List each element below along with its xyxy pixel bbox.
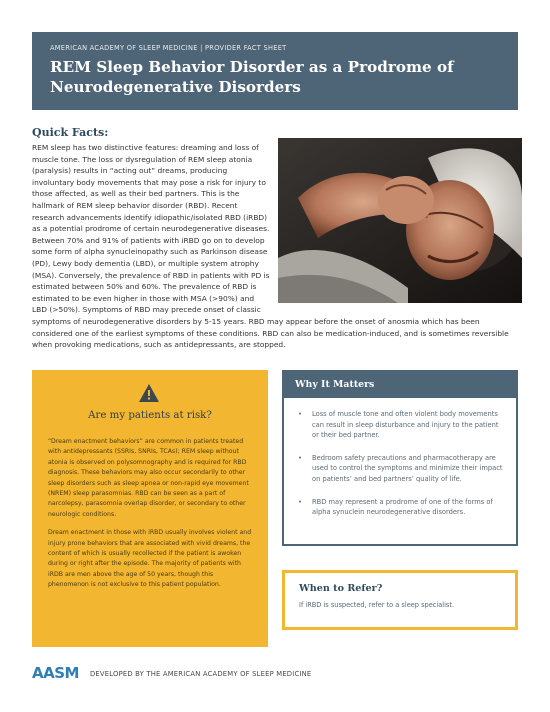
sleeping-man-photo-graphic bbox=[278, 138, 522, 303]
bullet-icon: • bbox=[298, 497, 302, 506]
header-org-line: AMERICAN ACADEMY OF SLEEP MEDICINE | PROVIDER FACT SHEET bbox=[50, 44, 287, 52]
footer-text: DEVELOPED BY THE AMERICAN ACADEMY OF SLEEP MEDICINE bbox=[90, 670, 312, 678]
list-item-text: Bedroom safety precautions and pharmacotherapy are used to control the symptoms and minimize their impact on patients’ and bed partners’ quality of life. bbox=[312, 453, 503, 483]
quick-facts-heading: Quick Facts: bbox=[32, 126, 109, 139]
warning-icon bbox=[139, 384, 159, 402]
when-to-refer-heading: When to Refer? bbox=[299, 583, 383, 594]
quick-facts-section bbox=[32, 142, 520, 351]
at-risk-paragraph-2: Dream enactment in those with iRBD usually involves violent and injury prone behaviors that are associated with vivid dreams, the content of which is usually recollected if the patient is awoken during or right after the episode. The majority of patients with iRDB are men above the age of 50 years, though this phenomenon is not exclusive to this patient population. bbox=[48, 529, 252, 589]
bullet-icon: • bbox=[298, 453, 302, 462]
list-item-text: Loss of muscle tone and often violent body movements can result in sleep disturbance and injury to the patient or their bed partner. bbox=[312, 410, 499, 440]
header-banner bbox=[32, 32, 518, 110]
when-to-refer-box bbox=[282, 570, 518, 630]
list-item bbox=[298, 453, 506, 485]
bullet-icon: • bbox=[298, 410, 302, 418]
sleeping-man-photo bbox=[278, 138, 522, 303]
page-title: REM Sleep Behavior Disorder as a Prodrome of Neurodegenerative Disorders bbox=[50, 58, 454, 96]
list-item bbox=[298, 497, 506, 518]
list-item-text: RBD may represent a prodrome of one of the forms of alpha synuclein neurodegenerative disorders. bbox=[312, 497, 493, 517]
why-it-matters-box bbox=[282, 370, 518, 546]
at-risk-paragraph-1: “Dream enactment behaviors” are common in patients treated with antidepressants (SSRIs, SNRIs, TCAs); REM sleep without atonia is observed on polysomnography and is required for RBD diagnosis. These behaviors may also occur secondarily to other sleep disorders such as sleep apnea or non-rapid eye movement (NREM) sleep parasomnias. RBD can be seen as a part of narcolepsy, parasomnia overlap disorder, or secondary to other neurologic conditions. bbox=[48, 438, 249, 518]
at-risk-title: Are my patients at risk? bbox=[88, 410, 212, 421]
list-item bbox=[298, 409, 506, 441]
at-risk-box bbox=[32, 370, 268, 647]
why-it-matters-heading: Why It Matters bbox=[284, 372, 516, 398]
quick-facts-body: REM sleep has two distinctive features: dreaming and loss of muscle tone. The loss or dysregulation of REM sleep atonia (paralysis) results in “acting out” dreams, producing involuntary body movements that may pose a risk for injury to those affected, as well as their bed partners. This is the hallmark of REM sleep behavior disorder (RBD). Recent research advancements identify idiopathic/isolated RBD (iRBD) as a potential prodrome of certain neurodegenerative diseases. Between 70% and 91% of patients with iRBD go on to develop some form of alpha synucleinopathy such as Parkinson disease (PD), Lewy body dementia (LBD), or multiple system atrophy (MSA). Conversely, the prevalence of RBD in patients with PD is estimated between 50% and 60%. The prevalence of RBD is estimated to be even higher in those with MSA (>90%) and LBD (>50%). Symptoms of RBD may precede onset of classic symptoms of neurodegenerative disorders by 5-15 years. RBD may appear before the onset of anosmia which has been considered one of the earliest symptoms of these conditions. RBD can also be medication-induced, and is sometimes reversible when provoking medications, such as antidepressants, are stopped. bbox=[32, 143, 509, 350]
aasm-logo: AASM bbox=[32, 664, 79, 682]
why-it-matters-list bbox=[284, 398, 516, 518]
when-to-refer-text: If iRBD is suspected, refer to a sleep specialist. bbox=[299, 601, 455, 609]
